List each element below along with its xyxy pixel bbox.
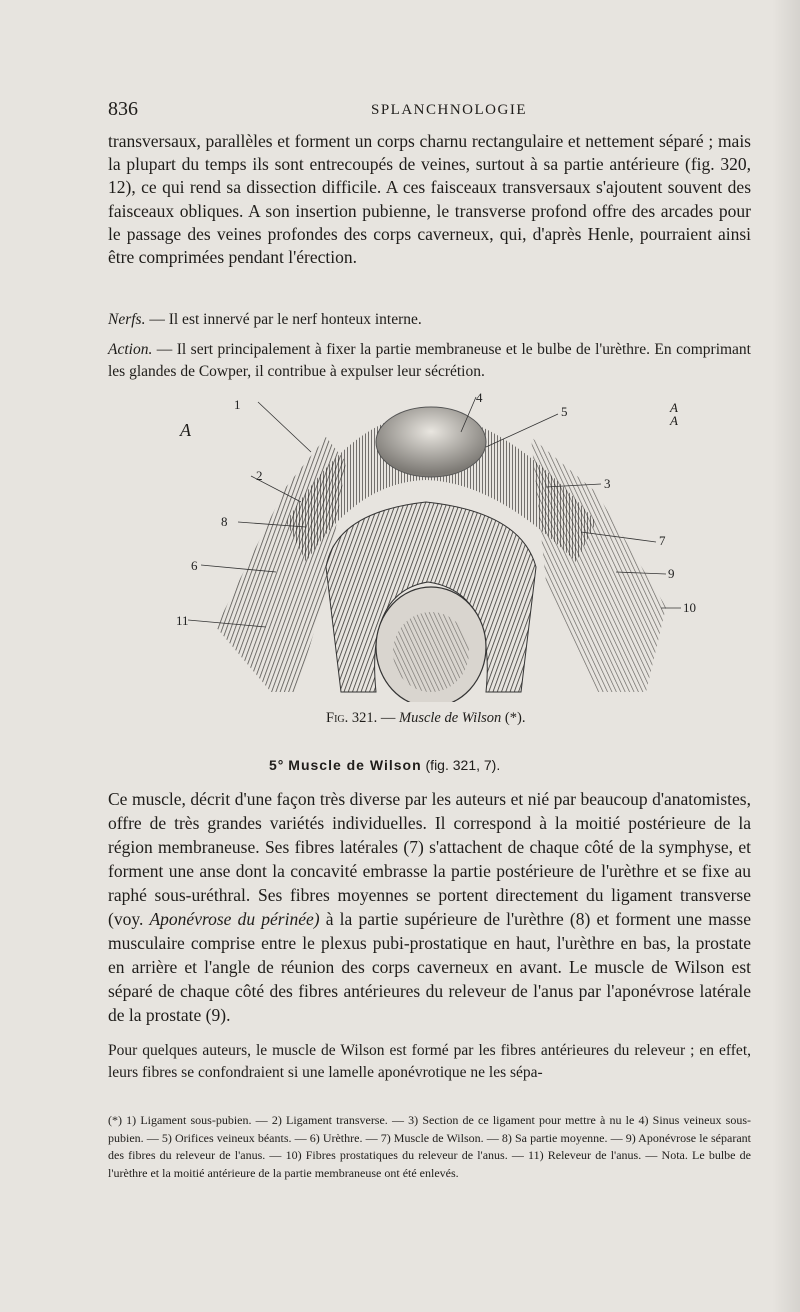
section-heading [269,757,500,773]
running-head: SPLANCHNOLOGIE [371,102,527,118]
paragraph-action [108,339,751,383]
figure-letter-left: A [180,420,191,440]
action-text: — Il sert principalement à fixer la partie membraneuse et le bulbe de l'urèthre. En comprimant les glandes de Cowper, il contribue à expulser leur sécrétion. [108,341,751,380]
right-levator-fibers [531,437,666,692]
callout-5: 5 [561,404,568,419]
paragraph-releveur: Pour quelques auteurs, le muscle de Wilson est formé par les fibres antérieures du releveur ; en effet, leurs fibres se confondraient si une lamelle aponévrotique ne les sépa- [108,1042,751,1081]
wilson-text-b: à la partie supérieure de l'urèthre (8) et forment une masse musculaire comprise entre le plexus pubi-prostatique en haut, l'urèthre en bas, la prostate en arrière et l'angle de réunion des corps caverneux en avant. Le muscle de Wilson est séparé de chaque côté des fibres antérieures du releveur de l'anus par l'aponévrose latérale de la prostate (9). [108,909,751,1025]
callout-3: 3 [604,476,611,491]
callout-2: 2 [256,468,263,483]
page-header [108,98,748,124]
action-label: Action. [108,341,153,358]
figure-caption-title: Muscle de Wilson [399,710,502,726]
callout-11: 11 [176,613,189,628]
paragraph-wilson [108,787,751,1027]
figure-letter-right-top: A [670,400,678,415]
anatomical-figure [176,392,696,702]
callout-9: 9 [668,566,675,581]
figure-caption-mark: (*). [501,710,526,726]
section-name: Muscle de Wilson [288,757,422,773]
figure-letter-right-bottom: A [670,413,678,428]
nerfs-text: — Il est innervé par le nerf honteux interne. [145,311,422,328]
paragraph-nerfs [108,309,751,331]
wilson-text-a: Ce muscle, décrit d'une façon très diverse par les auteurs et nié par beaucoup d'anatomistes, offre de très grandes variétés individuelles. Il correspond à la moitié postérieure de la région membraneuse. Ses fibres latérales (7) s'attachent de chaque côté de la symphyse, et forment une anse dont la concavité embrasse la partie postérieure de l'urèthre et se fixe au raphé sous-uréthral. Ses fibres moyennes se portent directement du ligament transverse (voy. [108,789,751,929]
section-number: 5° [269,757,285,773]
nerfs-label: Nerfs. [108,311,146,328]
callout-10: 10 [683,600,696,615]
callout-7: 7 [659,533,666,548]
figure-caption [326,710,525,727]
callout-8: 8 [221,514,228,529]
section-ref: (fig. 321, 7). [421,757,501,773]
callout-1: 1 [234,397,241,412]
paragraph-transverse: transversaux, parallèles et forment un corps charnu rectangulaire et nettement séparé ; mais la plupart du temps ils sont entrecoupés de veines, surtout à sa partie antérieure (fig. 320, 12), ce qui rend sa dissection difficile. A ces faisceaux transversaux s'ajoutent souvent des faisceaux obliques. A son insertion pubienne, le transverse profond offre des arcades pour le passage des veines profondes des corps caverneux, qui, d'après Henle, pourraient ainsi être comprimées pendant l'érection. [108,131,751,268]
figure-caption-dash: — [377,710,399,726]
page-edge-shadow [772,0,800,1312]
venous-sinus [376,407,486,477]
figure-caption-label: Fig. 321. [326,710,378,726]
page-number: 836 [108,98,138,120]
wilson-text-italic: Aponévrose du périnée) [149,909,320,929]
figure-footnote: (*) 1) Ligament sous-pubien. — 2) Ligament transverse. — 3) Section de ce ligament pour mettre à nu le 4) Sinus veineux sous-pubien. — 5) Orifices veineux béants. — 6) Urèthre. — 7) Muscle de Wilson. — 8) Sa partie moyenne. — 9) Aponévrose le séparant des fibres du releveur de l'anus. — 10) Fibres prostatiques du releveur de l'anus. — 11) Releveur de l'anus. — Nota. Le bulbe de l'urèthre et la moitié antérieure de la partie membraneuse ont été enlevés. [108,1113,751,1180]
callout-6: 6 [191,558,198,573]
callout-4: 4 [476,392,483,405]
figure-illustration [176,392,696,702]
